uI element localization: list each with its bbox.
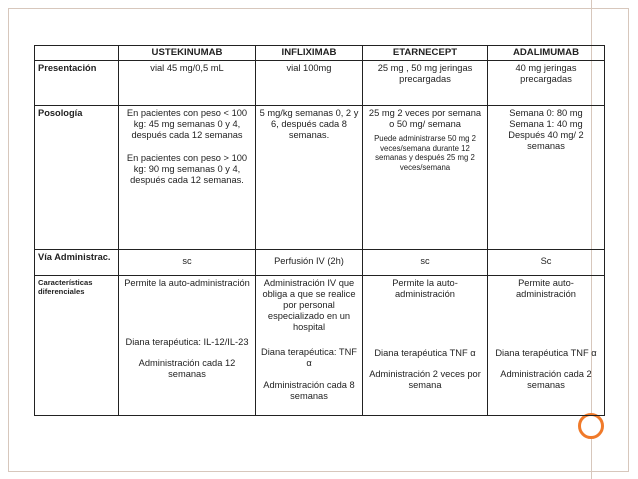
cell-caracteristicas-infliximab <box>256 275 363 415</box>
spacer <box>122 348 252 358</box>
posologia-etanercept-1: 25 mg 2 veces por semana o 50 mg/ semana <box>368 107 482 129</box>
row-label-via: Vía Administrac. <box>35 249 119 275</box>
caract-adalimumab-1: Permite auto-administración <box>516 277 576 299</box>
cell-via-infliximab: Perfusión IV (2h) <box>256 249 363 275</box>
posologia-etanercept-2: Puede administrarse 50 mg 2 veces/semana durante 12 semanas y después 25 mg 2 veces/semana <box>374 133 476 173</box>
caract-adalimumab-2: Diana terapéutica TNF α <box>495 347 597 358</box>
posologia-ustekinumab-2: En pacientes con peso > 100 kg: 90 mg semanas 0 y 4, después cada 12 semanas. <box>126 152 248 186</box>
header-infliximab: INFLIXIMAB <box>256 46 363 61</box>
cell-caracteristicas-adalimumab <box>488 275 605 415</box>
header-adalimumab: ADALIMUMAB <box>488 46 605 61</box>
caract-ustekinumab-3: Administración cada 12 semanas <box>138 357 236 379</box>
header-ustekinumab: USTEKINUMAB <box>119 46 256 61</box>
posologia-ustekinumab-1: En pacientes con peso < 100 kg: 45 mg semanas 0 y 4, después cada 12 semanas <box>126 107 248 140</box>
caract-infliximab-1: Administración IV que obliga a que se realice por personal especializado en un hospital <box>262 277 356 333</box>
cell-caracteristicas-ustekinumab <box>119 275 256 415</box>
spacer <box>122 289 252 337</box>
drug-comparison-table <box>34 45 605 416</box>
cell-caracteristicas-etanercept <box>363 275 488 415</box>
caract-etanercept-3: Administración 2 veces por semana <box>369 368 481 391</box>
row-label-presentacion: Presentación <box>35 60 119 105</box>
cell-posologia-ustekinumab <box>119 105 256 249</box>
row-label-posologia: Posología <box>35 105 119 249</box>
spacer <box>491 300 601 348</box>
cell-presentacion-infliximab: vial 100mg <box>256 60 363 105</box>
table-header-row <box>35 46 605 61</box>
table-row-posologia <box>35 105 605 249</box>
caract-ustekinumab-1: Permite la auto-administración <box>124 277 250 288</box>
spacer <box>122 141 252 153</box>
caract-adalimumab-3: Administración cada 2 semanas <box>500 368 592 391</box>
cell-via-ustekinumab: sc <box>119 249 256 275</box>
cell-via-etanercept: sc <box>363 249 488 275</box>
caract-infliximab-2: Diana terapéutica: TNF α <box>261 347 357 369</box>
spacer <box>259 333 359 347</box>
cell-posologia-etanercept <box>363 105 488 249</box>
table-row-caracteristicas <box>35 275 605 415</box>
caract-etanercept-2: Diana terapéutica TNF α <box>374 347 476 358</box>
header-etanercept: ETARNECEPT <box>363 46 488 61</box>
cell-presentacion-adalimumab: 40 mg jeringas precargadas <box>488 60 605 105</box>
cell-via-adalimumab: Sc <box>488 249 605 275</box>
cell-posologia-infliximab: 5 mg/kg semanas 0, 2 y 6, después cada 8 semanas. <box>256 105 363 249</box>
spacer <box>259 370 359 380</box>
caract-ustekinumab-2: Diana terapéutica: IL-12/IL-23 <box>125 336 249 347</box>
cell-presentacion-ustekinumab: vial 45 mg/0,5 mL <box>119 60 256 105</box>
table-row-presentacion <box>35 60 605 105</box>
caract-infliximab-3: Administración cada 8 semanas <box>263 379 355 401</box>
orange-circle-decoration <box>578 413 604 439</box>
cell-presentacion-etanercept: 25 mg , 50 mg jeringas precargadas <box>363 60 488 105</box>
caract-etanercept-1: Permite la auto-administración <box>392 277 458 299</box>
header-empty <box>35 46 119 61</box>
spacer <box>366 300 484 348</box>
row-label-caracteristicas: Características diferenciales <box>35 275 119 415</box>
table-row-via <box>35 249 605 275</box>
cell-posologia-adalimumab: Semana 0: 80 mg Semana 1: 40 mg Después 40 mg/ 2 semanas <box>488 105 605 249</box>
spacer <box>491 359 601 369</box>
spacer <box>366 359 484 369</box>
